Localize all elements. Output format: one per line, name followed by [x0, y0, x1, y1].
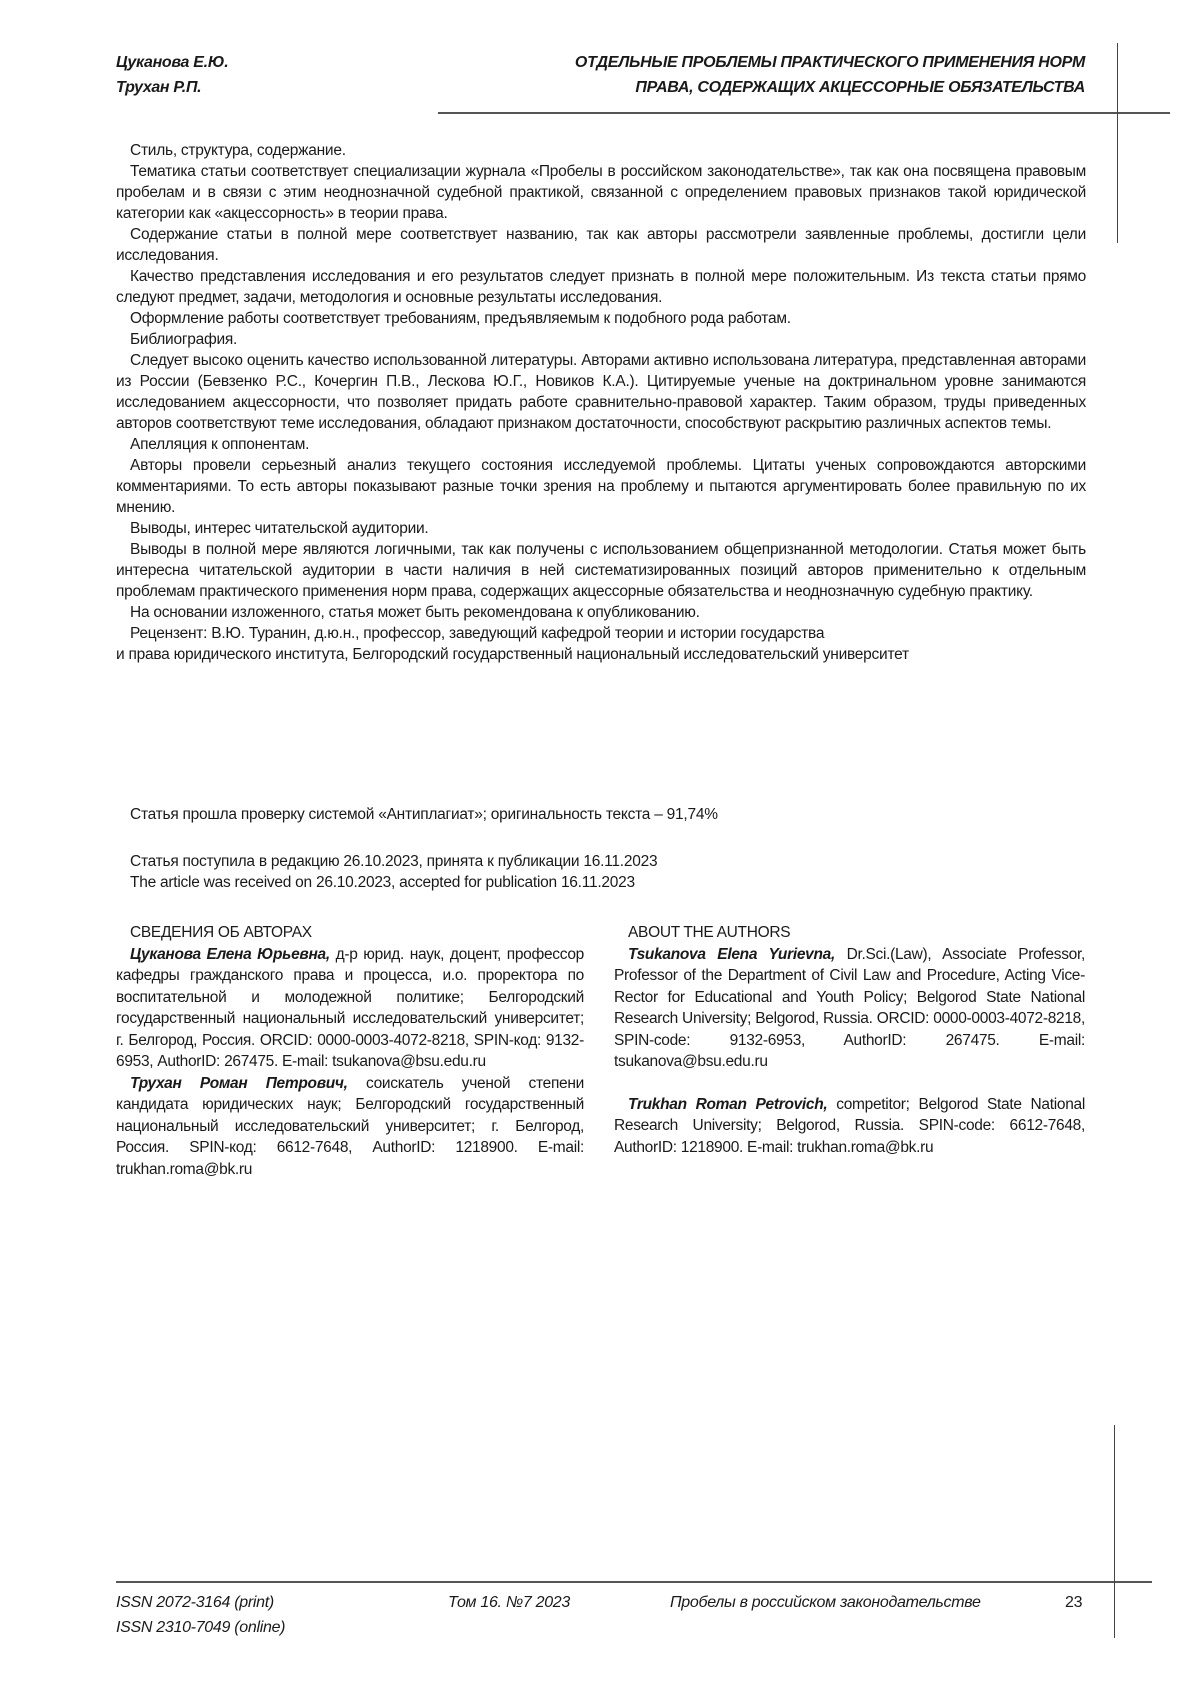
author-details: д-р юрид. наук, доцент, профессор кафедры гражданского права и процесса, и.о. проректора по воспитательной и молодежной политике; Белгородский государственный национальный исследовательский университет; г. Белгород, Россия. ORCID: 0000-0003-4072-8218, SPIN-код: 9132-6953, AuthorID: 267475. E-mail: tsukanova@bsu.edu.ru [116, 946, 584, 1071]
issn-online: ISSN 2310-7049 (online) [116, 1615, 285, 1640]
crop-mark-bottom [1114, 1425, 1115, 1638]
author-entry [614, 1094, 1085, 1159]
paragraph: Тематика статьи соответствует специализации журнала «Пробелы в российском законодательстве», так как она посвящена правовым пробелам и в связи с этим неоднозначной судебной практикой, связанной с определением правовых признаков такой юридической категории как «акцессорность» в теории права. [116, 161, 1086, 224]
crop-mark-top [1117, 43, 1118, 243]
footer-volume: Том 16. №7 2023 [448, 1590, 570, 1615]
author-details: competitor; Belgorod State National Research University; Belgorod, Russia. SPIN-code: 6612-7648, AuthorID: 1218900. E-mail: trukhan.roma@bk.ru [614, 1096, 1085, 1156]
paragraph: Оформление работы соответствует требованиям, предъявляемым к подобного рода работам. [116, 308, 1086, 329]
author-entry [614, 944, 1085, 1073]
footer-issn [116, 1590, 285, 1640]
paragraph: Следует высоко оценить качество использованной литературы. Авторами активно использована литература, представленная авторами из России (Бевзенко Р.С., Кочергин П.В., Лескова Ю.Г., Новиков К.А.). Цитируемые ученые на доктринальном уровне занимаются исследованием акцессорности, что позволяет придать работе сравнительно-правовой характер. Таким образом, труды приведенных авторов соответствуют теме исследования, обладают признаком достаточности, способствуют раскрытию различных аспектов темы. [116, 350, 1086, 434]
footer-journal: Пробелы в российском законодательстве [670, 1590, 981, 1615]
running-header-authors [116, 50, 228, 100]
paragraph: Стиль, структура, содержание. [116, 140, 1086, 161]
author-details: Dr.Sci.(Law), Associate Professor, Professor of the Department of Civil Law and Procedure, Acting Vice-Rector for Educational and Youth Policy; Belgorod State National Research University; Belgorod, Russia. ORCID: 0000-0003-4072-8218, SPIN-code: 9132-6953, AuthorID: 267475. E-mail: tsukanova@bsu.edu.ru [614, 946, 1085, 1071]
header-title-line: ОТДЕЛЬНЫЕ ПРОБЛЕМЫ ПРАКТИЧЕСКОГО ПРИМЕНЕНИЯ НОРМ [440, 50, 1085, 75]
paragraph: Библиография. [116, 329, 1086, 350]
authors-ru [116, 922, 584, 1180]
paragraph: Качество представления исследования и его результатов следует признать в полной мере положительным. Из текста статьи прямо следуют предмет, задачи, методология и основные результаты исследования. [116, 266, 1086, 308]
header-author: Трухан Р.П. [116, 75, 228, 100]
reviewer-line: Рецензент: В.Ю. Туранин, д.ю.н., профессор, заведующий кафедрой теории и истории государства [116, 623, 1086, 644]
author-entry [116, 1073, 584, 1181]
authors-en-heading: ABOUT THE AUTHORS [614, 922, 1085, 944]
author-name: Цуканова Елена Юрьевна, [130, 946, 330, 963]
authors-en [614, 922, 1085, 1158]
page-number: 23 [1065, 1590, 1082, 1615]
review-text [116, 140, 1086, 665]
running-header-title [440, 50, 1085, 100]
author-entry [116, 944, 584, 1073]
authors-ru-heading: СВЕДЕНИЯ ОБ АВТОРАХ [116, 922, 584, 944]
header-author: Цуканова Е.Ю. [116, 50, 228, 75]
paragraph: Апелляция к оппонентам. [116, 434, 1086, 455]
issn-print: ISSN 2072-3164 (print) [116, 1590, 285, 1615]
author-details: соискатель ученой степени кандидата юридических наук; Белгородский государственный национальный исследовательский университет; г. Белгород, Россия. SPIN-код: 6612-7648, AuthorID: 1218900. E-mail: trukhan.roma@bk.ru [116, 1075, 584, 1178]
paragraph: На основании изложенного, статья может быть рекомендована к опубликованию. [116, 602, 1086, 623]
paragraph: Авторы провели серьезный анализ текущего состояния исследуемой проблемы. Цитаты ученых сопровождаются авторскими комментариями. То есть авторы показывают разные точки зрения на проблему и пытаются аргументировать более правильную по их мнению. [116, 455, 1086, 518]
antiplagiat-note: Статья прошла проверку системой «Антиплагиат»; оригинальность текста – 91,74% [130, 804, 718, 825]
footer-rule [116, 1581, 1152, 1583]
header-rule [438, 112, 1170, 114]
author-name: Tsukanova Elena Yurievna, [628, 946, 835, 963]
author-name: Trukhan Roman Petrovich, [628, 1096, 827, 1113]
paragraph: Выводы в полной мере являются логичными, так как получены с использованием общепризнанной методологии. Статья может быть интересна читательской аудитории в части наличия в ней систематизированных позиций авторов применительно к отдельным проблемам практического применения норм права, содержащих акцессорные обязательства и неоднозначную судебную практику. [116, 539, 1086, 602]
paragraph: Содержание статьи в полной мере соответствует названию, так как авторы рассмотрели заявленные проблемы, достигли цели исследования. [116, 224, 1086, 266]
header-title-line: ПРАВА, СОДЕРЖАЩИХ АКЦЕССОРНЫЕ ОБЯЗАТЕЛЬСТВА [440, 75, 1085, 100]
reviewer-line: и права юридического института, Белгородский государственный национальный исследовательский университет [116, 644, 1086, 665]
author-name: Трухан Роман Петрович, [130, 1075, 348, 1092]
received-en: The article was received on 26.10.2023, accepted for publication 16.11.2023 [130, 872, 635, 893]
paragraph: Выводы, интерес читательской аудитории. [116, 518, 1086, 539]
received-ru: Статья поступила в редакцию 26.10.2023, принята к публикации 16.11.2023 [130, 851, 657, 872]
